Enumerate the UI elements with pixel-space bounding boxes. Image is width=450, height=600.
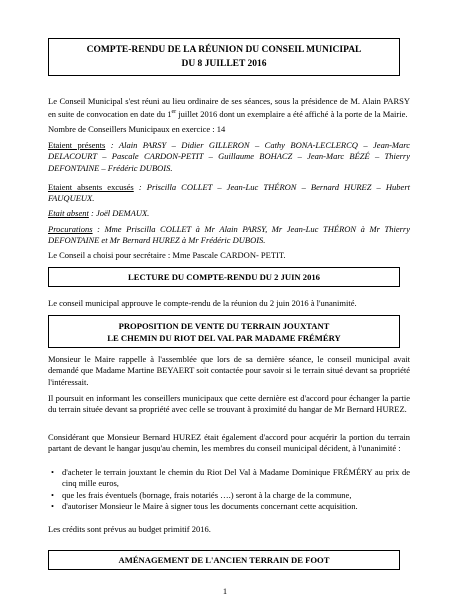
credits-line: Les crédits sont prévus au budget primitif 2016. bbox=[48, 524, 211, 534]
section-foot-title: AMÉNAGEMENT DE L'ANCIEN TERRAIN DE FOOT bbox=[48, 550, 400, 570]
document-title: COMPTE-RENDU DE LA RÉUNION DU CONSEIL MUNICIPAL bbox=[86, 45, 362, 55]
presents-list: Etaient présents : Alain PARSY – Didier GILLERON – Cathy BONA-LECLERCQ – Jean-Marc DELACOURT – Pascale CARDON-PETIT – Guillaume BOHACZ – Jean-Marc BÉZÉ – Thierry DEFONTAINE – Frédéric DUBOIS. bbox=[48, 140, 410, 173]
terrain-paragraph-3: Considérant que Monsieur Bernard HUREZ était également d'accord pour acquérir la portion du terrain partant de devant le hangar jusqu'au chemin, les membres du conseil municipal décident, à l'unanimité : bbox=[48, 432, 410, 454]
list-item: • que les frais éventuels (bornage, frais notariés ….) seront à la charge de la commune, bbox=[48, 490, 410, 501]
list-item: • d'autoriser Monsieur le Maire à signer tous les documents concernant cette acquisition. bbox=[48, 501, 410, 512]
section-lecture-text: Le conseil municipal approuve le compte-rendu de la réunion du 2 juin 2016 à l'unanimité. bbox=[48, 298, 357, 308]
section-terrain-title: PROPOSITION DE VENTE DU TERRAIN JOUXTANT LE CHEMIN DU RIOT DEL VAL PAR MADAME FRÉMÉRY bbox=[48, 315, 400, 348]
procurations-list: Procurations : Mme Priscilla COLLET à Mr Alain PARSY, Mr Jean-Luc THÉRON à Mr Thierry DEFONTAINE et Mr Bernard HUREZ à Mr Frédéric DUBOIS. bbox=[48, 224, 411, 246]
terrain-paragraph-1: Monsieur le Maire rappelle à l'assemblée que lors de sa dernière séance, le conseil municipal avait demandé que Madame Martine BEYAERT soit contactée pour savoir si le terrain situé devant sa propriété l'intéressait. bbox=[48, 354, 410, 387]
list-item: • d'acheter le terrain jouxtant le chemin du Riot Del Val à Madame Dominique FRÉMÉRY au prix de cinq mille euros, bbox=[48, 467, 410, 490]
document-title-box bbox=[48, 38, 400, 76]
absent-list: Etait absent : Joël DEMAUX. bbox=[48, 208, 150, 218]
decision-list bbox=[48, 467, 410, 513]
terrain-paragraph-2: Il poursuit en informant les conseillers municipaux que cette dernière est d'accord pour échanger la partie du terrain située devant sa propriété avec celle se trouvant à proximité du hangar de Mr Bernard HUREZ. bbox=[48, 393, 410, 415]
document-date: DU 8 JUILLET 2016 bbox=[181, 59, 267, 69]
conseillers-count: Nombre de Conseillers Municipaux en exercice : 14 bbox=[48, 124, 226, 134]
intro-paragraph: Le Conseil Municipal s'est réuni au lieu ordinaire de ses séances, sous la présidence de M. Alain PARSY en suite de convocation en date du 1er juillet 2016 dont un exemplaire a été affiché à la porte de la Mairie. bbox=[48, 96, 410, 120]
section-lecture-title: LECTURE DU COMPTE-RENDU DU 2 JUIN 2016 bbox=[48, 267, 400, 287]
page-number: 1 bbox=[222, 586, 228, 596]
excuses-list: Etaient absents excusés : Priscilla COLLET – Jean-Luc THÉRON – Bernard HUREZ – Hubert FAUQUEUX. bbox=[48, 182, 410, 204]
secretaire-line: Le Conseil a choisi pour secrétaire : Mme Pascale CARDON- PETIT. bbox=[48, 250, 286, 260]
